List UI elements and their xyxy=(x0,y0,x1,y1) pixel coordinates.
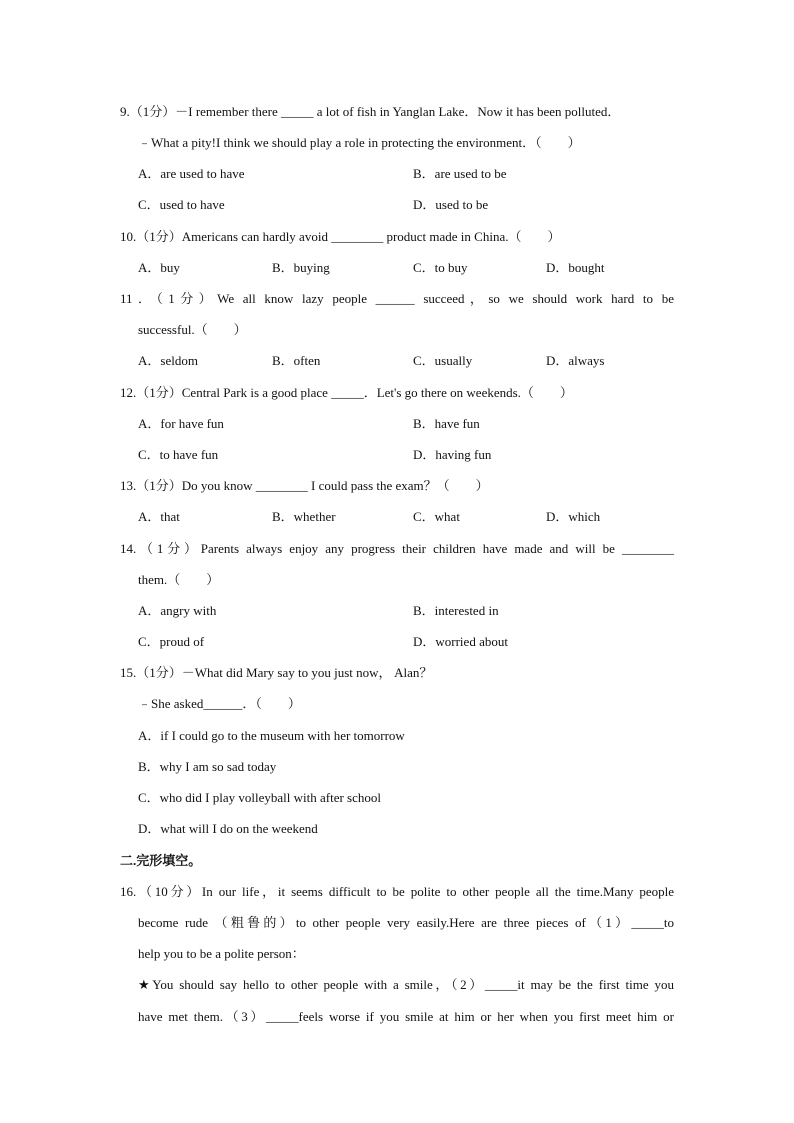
q14-option-c[interactable]: C．proud of xyxy=(138,634,205,649)
q15-option-b[interactable]: B．why I am so sad today xyxy=(138,759,277,774)
q12-option-b[interactable]: B．have fun xyxy=(413,416,480,431)
q13-options xyxy=(138,507,674,527)
q14-option-d[interactable]: D．worried about xyxy=(413,634,508,649)
q14-option-b[interactable]: B．interested in xyxy=(413,603,499,618)
q14-options-row1 xyxy=(138,601,674,621)
q14-stem-cont: them.（ ） xyxy=(138,572,220,587)
q10-option-d[interactable]: D．bought xyxy=(546,260,605,275)
q12-stem: 12.（1分）Central Park is a good place _____．Let's go there on weekends.（ ） xyxy=(120,385,573,400)
q12-option-c[interactable]: C．to have fun xyxy=(138,447,219,462)
q10-options xyxy=(138,258,674,278)
q14-option-a[interactable]: A．angry with xyxy=(138,603,217,618)
q9-options-row1 xyxy=(138,164,674,184)
q14-options-row2 xyxy=(138,632,674,652)
q11-stem: 11．（1分）We all know lazy people ______ succeed，so we should work hard to be xyxy=(120,291,674,306)
q14-stem: 14.（1分）Parents always enjoy any progress their children have made and will be ________ xyxy=(120,541,674,556)
q9-option-c[interactable]: C．used to have xyxy=(138,197,225,212)
q13-option-c[interactable]: C．what xyxy=(413,509,460,524)
q10-option-c[interactable]: C．to buy xyxy=(413,260,468,275)
q9-option-d[interactable]: D．used to be xyxy=(413,197,489,212)
q11-options xyxy=(138,351,674,371)
q15-stem-reply: ﹣She asked______．（ ） xyxy=(138,696,301,711)
q13-option-d[interactable]: D．which xyxy=(546,509,601,524)
q16-line-5: have met them.（3）_____feels worse if you smile at him or her when you first meet him or xyxy=(138,1009,674,1024)
q10-stem: 10.（1分）Americans can hardly avoid ________ product made in China.（ ） xyxy=(120,229,561,244)
q12-options-row2 xyxy=(138,445,674,465)
q12-options-row1 xyxy=(138,414,674,434)
q15-option-c[interactable]: C．who did I play volleyball with after school xyxy=(138,790,381,805)
q16-line-4: ★You should say hello to other people with a smile，（2）_____it may be the first time you xyxy=(138,977,674,992)
q12-option-a[interactable]: A．for have fun xyxy=(138,416,224,431)
q15-option-a[interactable]: A．if I could go to the museum with her tomorrow xyxy=(138,728,405,743)
q11-option-c[interactable]: C．usually xyxy=(413,353,473,368)
q9-option-b[interactable]: B．are used to be xyxy=(413,166,507,181)
q9-stem: 9.（1分）－I remember there _____ a lot of fish in Yanglan Lake．Now it has been polluted． xyxy=(120,104,621,119)
q11-option-a[interactable]: A．seldom xyxy=(138,353,198,368)
q9-stem-reply: ﹣What a pity!I think we should play a role in protecting the environment．（ ） xyxy=(138,135,581,150)
q13-stem: 13.（1分）Do you know ________ I could pass the exam？（ ） xyxy=(120,478,489,493)
q15-option-d[interactable]: D．what will I do on the weekend xyxy=(138,821,318,836)
q10-option-a[interactable]: A．buy xyxy=(138,260,180,275)
q11-option-d[interactable]: D．always xyxy=(546,353,605,368)
q16-line-3: help you to be a polite person： xyxy=(138,946,305,961)
q9-option-a[interactable]: A．are used to have xyxy=(138,166,245,181)
q11-option-b[interactable]: B．often xyxy=(272,353,321,368)
q11-stem-cont: successful.（ ） xyxy=(138,322,247,337)
q16-line-1: 16.（10分）In our life，it seems difficult to be polite to other people all the time.Many people xyxy=(120,884,674,899)
q13-option-b[interactable]: B．whether xyxy=(272,509,336,524)
q9-options-row2 xyxy=(138,195,674,215)
q13-option-a[interactable]: A．that xyxy=(138,509,180,524)
q16-line-2: become rude （粗鲁的）to other people very easily.Here are three pieces of（1）_____to xyxy=(138,915,674,930)
section-heading-cloze: 二.完形填空。 xyxy=(120,853,202,868)
q12-option-d[interactable]: D．having fun xyxy=(413,447,492,462)
q10-option-b[interactable]: B．buying xyxy=(272,260,330,275)
q15-stem: 15.（1分）－What did Mary say to you just now， Alan？ xyxy=(120,665,433,680)
